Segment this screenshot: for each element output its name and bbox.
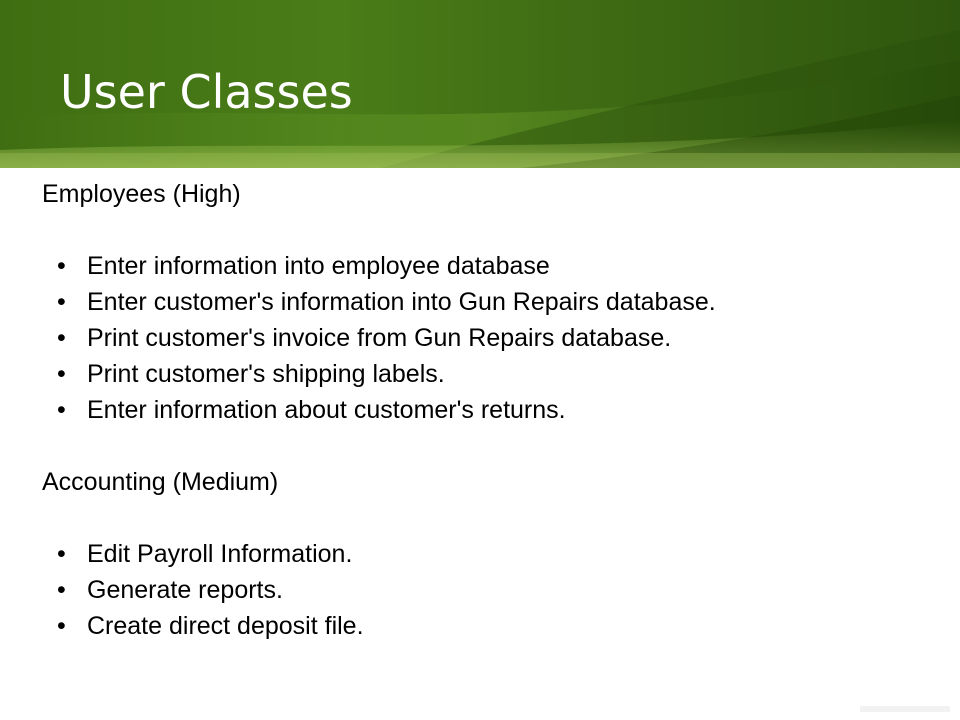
watermark — [860, 706, 950, 712]
list-item — [42, 320, 932, 356]
slide-body — [42, 176, 932, 644]
slide-title: User Classes — [60, 65, 353, 119]
accounting-list — [42, 536, 932, 644]
title-banner — [0, 0, 960, 168]
bullet-icon: • — [57, 288, 66, 316]
list-item — [42, 572, 932, 608]
bullet-icon: • — [57, 324, 66, 352]
bullet-icon: • — [57, 540, 66, 568]
list-item — [42, 536, 932, 572]
list-item-text: Enter customer's information into Gun Repairs database. — [87, 288, 716, 316]
list-item-text: Generate reports. — [87, 576, 283, 604]
list-item-text: Print customer's shipping labels. — [87, 360, 445, 388]
bullet-icon: • — [57, 396, 66, 424]
bullet-icon: • — [57, 252, 66, 280]
list-item — [42, 356, 932, 392]
list-item — [42, 392, 932, 428]
bullet-icon: • — [57, 612, 66, 640]
section-heading-employees: Employees (High) — [42, 180, 241, 208]
employees-list — [42, 248, 932, 428]
list-item — [42, 608, 932, 644]
list-item-text: Print customer's invoice from Gun Repairs database. — [87, 324, 672, 352]
list-item-text: Edit Payroll Information. — [87, 540, 353, 568]
section-heading-accounting: Accounting (Medium) — [42, 468, 279, 496]
list-item — [42, 248, 932, 284]
list-item — [42, 284, 932, 320]
list-item-text: Enter information into employee database — [87, 252, 550, 280]
list-item-text: Create direct deposit file. — [87, 612, 364, 640]
bullet-icon: • — [57, 576, 66, 604]
bullet-icon: • — [57, 360, 66, 388]
list-item-text: Enter information about customer's returns. — [87, 396, 566, 424]
